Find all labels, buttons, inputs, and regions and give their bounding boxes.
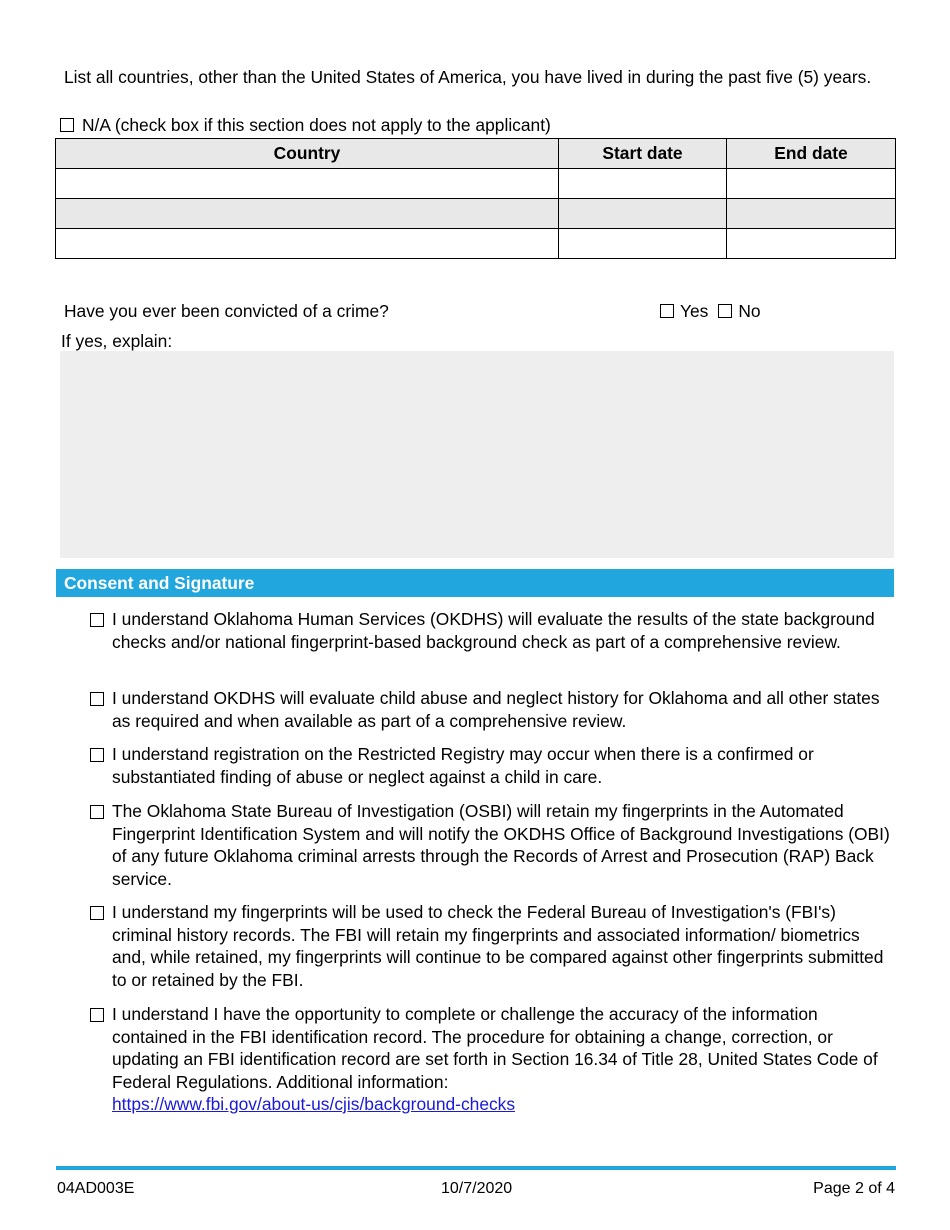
consent-text: The Oklahoma State Bureau of Investigation (OSBI) will retain my fingerprints in the Automated Fingerprint Identification System and will notify the OKDHS Office of Background Investigations (OBI) of any future Oklahoma criminal arrests through the Records of Arrest and Prosecution (RAP) Back service. (112, 801, 890, 889)
consent-checkbox[interactable] (90, 613, 104, 627)
end-date-cell[interactable] (727, 229, 896, 259)
consent-checkbox[interactable] (90, 906, 104, 920)
table-header-row (56, 139, 896, 169)
table-row (56, 169, 896, 199)
explain-textbox[interactable] (60, 351, 894, 558)
countries-instruction: List all countries, other than the United States of America, you have lived in during the past five (5) years. (64, 67, 872, 87)
section-header: Consent and Signature (56, 569, 894, 597)
na-label: N/A (check box if this section does not apply to the applicant) (82, 114, 551, 135)
na-option (60, 114, 551, 136)
consent-item (90, 800, 890, 890)
consent-checkbox[interactable] (90, 748, 104, 762)
table-row (56, 229, 896, 259)
country-cell[interactable] (56, 199, 559, 229)
consent-text: I understand OKDHS will evaluate child abuse and neglect history for Oklahoma and all other states as required and when available as part of a comprehensive review. (112, 688, 880, 731)
footer-divider (56, 1166, 896, 1170)
start-date-cell[interactable] (559, 199, 727, 229)
start-date-column-header: Start date (559, 139, 727, 169)
start-date-cell[interactable] (559, 169, 727, 199)
crime-question: Have you ever been convicted of a crime? (64, 301, 389, 321)
consent-text: I understand registration on the Restricted Registry may occur when there is a confirmed or substantiated finding of abuse or neglect against a child in care. (112, 744, 814, 787)
consent-item (90, 687, 890, 732)
country-column-header: Country (56, 139, 559, 169)
start-date-cell[interactable] (559, 229, 727, 259)
consent-text: I understand I have the opportunity to complete or challenge the accuracy of the information contained in the FBI identification record. The procedure for obtaining a change, correction, or updating an FBI identification record are set forth in Section 16.34 of Title 28, United States Code of Federal Regulations. Additional information: (112, 1004, 878, 1092)
end-date-column-header: End date (727, 139, 896, 169)
explain-label: If yes, explain: (61, 331, 173, 351)
countries-table (55, 138, 896, 259)
consent-text-with-link (112, 1003, 890, 1116)
consent-item (90, 1003, 890, 1116)
end-date-cell[interactable] (727, 169, 896, 199)
consent-checkbox[interactable] (90, 692, 104, 706)
fbi-background-checks-link[interactable]: https://www.fbi.gov/about-us/cjis/background-checks (112, 1094, 516, 1114)
yes-label: Yes (680, 300, 709, 321)
no-label: No (738, 300, 761, 321)
consent-checkbox[interactable] (90, 805, 104, 819)
revision-date: 10/7/2020 (441, 1180, 513, 1197)
crime-options (660, 300, 761, 322)
consent-item (90, 901, 890, 991)
end-date-cell[interactable] (727, 199, 896, 229)
consent-text: I understand my fingerprints will be used to check the Federal Bureau of Investigation's (FBI's) criminal history records. The FBI will retain my fingerprints and associated information/ biometrics and, while retained, my fingerprints will continue to be compared against other fingerprints submitted to or retained by the FBI. (112, 902, 884, 990)
consent-text: I understand Oklahoma Human Services (OKDHS) will evaluate the results of the state background checks and/or national fingerprint-based background check as part of a comprehensive review. (112, 609, 875, 652)
yes-checkbox[interactable] (660, 304, 674, 318)
no-checkbox[interactable] (718, 304, 732, 318)
table-row (56, 199, 896, 229)
country-cell[interactable] (56, 169, 559, 199)
consent-item (90, 608, 890, 653)
page-number: Page 2 of 4 (813, 1180, 895, 1197)
consent-item (90, 743, 890, 788)
consent-checkbox[interactable] (90, 1008, 104, 1022)
na-checkbox[interactable] (60, 118, 74, 132)
form-number: 04AD003E (57, 1180, 135, 1197)
country-cell[interactable] (56, 229, 559, 259)
